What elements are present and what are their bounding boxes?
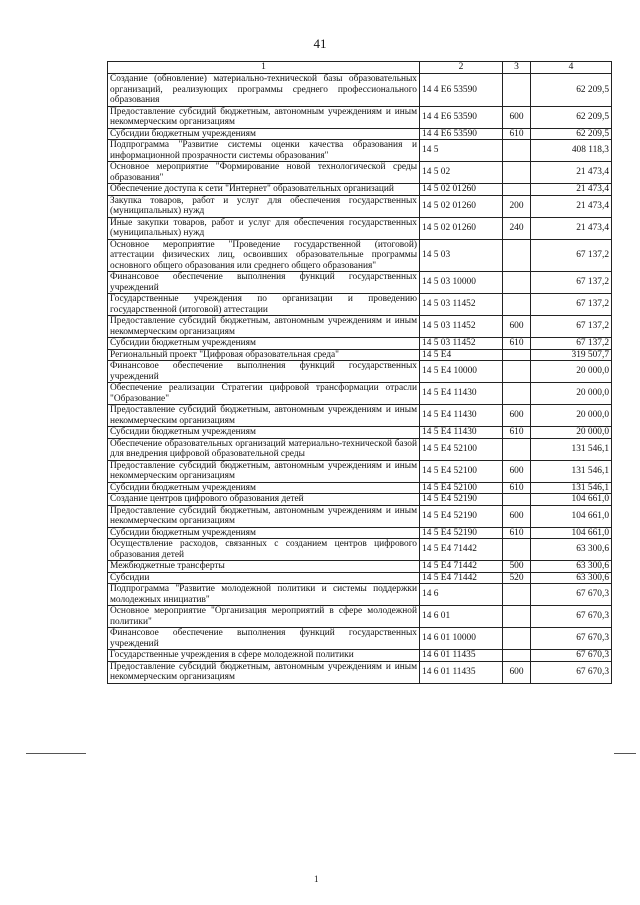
row-code-cell: 14 5 03 — [420, 239, 503, 272]
row-type-cell: 240 — [503, 217, 531, 239]
row-type-cell — [503, 162, 531, 184]
table-row — [108, 460, 612, 482]
row-type-cell: 610 — [503, 338, 531, 350]
row-name-cell: Основное мероприятие "Формирование новой технологической среды образования" — [108, 162, 420, 184]
table-row — [108, 482, 612, 494]
row-amount-cell: 67 137,2 — [531, 338, 612, 350]
header-col-3: 3 — [503, 62, 531, 74]
row-code-cell: 14 5 03 11452 — [420, 294, 503, 316]
table-row — [108, 128, 612, 140]
row-type-cell — [503, 272, 531, 294]
row-amount-cell: 67 670,3 — [531, 584, 612, 606]
row-code-cell: 14 5 — [420, 140, 503, 162]
row-amount-cell: 67 137,2 — [531, 316, 612, 338]
table-row — [108, 106, 612, 128]
row-name-cell: Создание центров цифрового образования детей — [108, 494, 420, 506]
row-code-cell: 14 5 E4 52100 — [420, 460, 503, 482]
row-type-cell: 600 — [503, 405, 531, 427]
table-row — [108, 539, 612, 561]
row-name-cell: Закупка товаров, работ и услуг для обеспечения государственных (муниципальных) нужд — [108, 195, 420, 217]
row-amount-cell: 67 137,2 — [531, 239, 612, 272]
row-type-cell — [503, 74, 531, 107]
table-row — [108, 383, 612, 405]
row-type-cell — [503, 294, 531, 316]
row-amount-cell: 21 473,4 — [531, 217, 612, 239]
row-amount-cell: 131 546,1 — [531, 460, 612, 482]
row-name-cell: Региональный проект "Цифровая образовательная среда" — [108, 349, 420, 361]
table-row — [108, 527, 612, 539]
row-code-cell: 14 5 E4 52190 — [420, 527, 503, 539]
row-type-cell — [503, 584, 531, 606]
row-name-cell: Субсидии бюджетным учреждениям — [108, 338, 420, 350]
row-name-cell: Предоставление субсидий бюджетным, автономным учреждениям и иным некоммерческим организациям — [108, 661, 420, 683]
footer-mark: 1 — [314, 874, 319, 884]
row-code-cell: 14 5 03 11452 — [420, 316, 503, 338]
row-name-cell: Финансовое обеспечение выполнения функций государственных учреждений — [108, 361, 420, 383]
table-row — [108, 650, 612, 662]
row-type-cell: 520 — [503, 572, 531, 584]
row-amount-cell: 21 473,4 — [531, 195, 612, 217]
row-code-cell: 14 4 E6 53590 — [420, 106, 503, 128]
row-amount-cell: 104 661,0 — [531, 494, 612, 506]
row-type-cell: 600 — [503, 661, 531, 683]
row-amount-cell: 104 661,0 — [531, 527, 612, 539]
table-header-row — [108, 62, 612, 74]
row-amount-cell: 67 137,2 — [531, 294, 612, 316]
table-row — [108, 217, 612, 239]
row-name-cell: Межбюджетные трансферты — [108, 561, 420, 573]
row-code-cell: 14 5 E4 11430 — [420, 383, 503, 405]
table-row — [108, 606, 612, 628]
row-amount-cell: 319 507,7 — [531, 349, 612, 361]
row-type-cell — [503, 650, 531, 662]
row-type-cell — [503, 628, 531, 650]
row-code-cell: 14 5 E4 — [420, 349, 503, 361]
row-name-cell: Создание (обновление) материально-технической базы образовательных организаций, реализующих программы среднего профессионального образования — [108, 74, 420, 107]
row-name-cell: Предоставление субсидий бюджетным, автономным учреждениям и иным некоммерческим организациям — [108, 505, 420, 527]
row-type-cell — [503, 494, 531, 506]
row-name-cell: Обеспечение реализации Стратегии цифровой трансформации отрасли "Образование" — [108, 383, 420, 405]
row-amount-cell: 63 300,6 — [531, 572, 612, 584]
row-code-cell: 14 5 E4 52100 — [420, 482, 503, 494]
table-row — [108, 584, 612, 606]
row-type-cell — [503, 361, 531, 383]
row-type-cell — [503, 438, 531, 460]
table-row — [108, 494, 612, 506]
row-amount-cell: 20 000,0 — [531, 383, 612, 405]
row-type-cell — [503, 383, 531, 405]
row-name-cell: Субсидии — [108, 572, 420, 584]
scan-artifact-right — [614, 753, 636, 754]
table-body — [108, 74, 612, 684]
row-name-cell: Основное мероприятие "Проведение государственной (итоговой) аттестации физических лиц, освоивших образовательные программы основного общего образования или среднего общего образования" — [108, 239, 420, 272]
row-name-cell: Финансовое обеспечение выполнения функций государственных учреждений — [108, 628, 420, 650]
row-type-cell: 610 — [503, 527, 531, 539]
table-row — [108, 239, 612, 272]
row-amount-cell: 104 661,0 — [531, 505, 612, 527]
row-amount-cell: 67 137,2 — [531, 272, 612, 294]
table-row — [108, 162, 612, 184]
row-code-cell: 14 5 E4 11430 — [420, 405, 503, 427]
row-type-cell: 600 — [503, 505, 531, 527]
row-type-cell: 600 — [503, 460, 531, 482]
row-code-cell: 14 5 E4 71442 — [420, 561, 503, 573]
row-amount-cell: 67 670,3 — [531, 606, 612, 628]
row-amount-cell: 63 300,6 — [531, 561, 612, 573]
row-name-cell: Государственные учреждения по организации и проведению государственной (итоговой) аттестации — [108, 294, 420, 316]
row-name-cell: Предоставление субсидий бюджетным, автономным учреждениям и иным некоммерческим организациям — [108, 405, 420, 427]
row-amount-cell: 131 546,1 — [531, 482, 612, 494]
row-code-cell: 14 5 E4 52190 — [420, 505, 503, 527]
row-type-cell: 610 — [503, 427, 531, 439]
row-code-cell: 14 5 02 01260 — [420, 217, 503, 239]
row-type-cell — [503, 140, 531, 162]
row-type-cell: 600 — [503, 316, 531, 338]
row-name-cell: Основное мероприятие "Организация мероприятий в сфере молодежной политики" — [108, 606, 420, 628]
table-row — [108, 316, 612, 338]
table-row — [108, 338, 612, 350]
table-row — [108, 427, 612, 439]
row-type-cell — [503, 184, 531, 196]
row-code-cell: 14 5 02 — [420, 162, 503, 184]
row-amount-cell: 62 209,5 — [531, 106, 612, 128]
row-code-cell: 14 5 E4 71442 — [420, 539, 503, 561]
row-name-cell: Подпрограмма "Развитие системы оценки качества образования и информационной прозрачности системы образования" — [108, 140, 420, 162]
row-amount-cell: 63 300,6 — [531, 539, 612, 561]
row-amount-cell: 20 000,0 — [531, 427, 612, 439]
table-row — [108, 628, 612, 650]
table-row — [108, 294, 612, 316]
row-code-cell: 14 5 03 11452 — [420, 338, 503, 350]
row-code-cell: 14 5 02 01260 — [420, 195, 503, 217]
row-type-cell: 600 — [503, 106, 531, 128]
row-name-cell: Обеспечение образовательных организаций материально-технической базой для внедрения цифровой образовательной среды — [108, 438, 420, 460]
budget-table — [107, 61, 612, 684]
row-code-cell: 14 6 01 11435 — [420, 650, 503, 662]
row-name-cell: Предоставление субсидий бюджетным, автономным учреждениям и иным некоммерческим организациям — [108, 460, 420, 482]
row-name-cell: Государственные учреждения в сфере молодежной политики — [108, 650, 420, 662]
row-code-cell: 14 5 E4 11430 — [420, 427, 503, 439]
row-name-cell: Субсидии бюджетным учреждениям — [108, 482, 420, 494]
row-code-cell: 14 4 E6 53590 — [420, 128, 503, 140]
row-name-cell: Субсидии бюджетным учреждениям — [108, 128, 420, 140]
table-row — [108, 272, 612, 294]
row-code-cell: 14 6 01 — [420, 606, 503, 628]
row-amount-cell: 67 670,3 — [531, 661, 612, 683]
row-code-cell: 14 6 01 11435 — [420, 661, 503, 683]
row-amount-cell: 62 209,5 — [531, 74, 612, 107]
row-amount-cell: 67 670,3 — [531, 650, 612, 662]
row-type-cell — [503, 349, 531, 361]
row-name-cell: Финансовое обеспечение выполнения функций государственных учреждений — [108, 272, 420, 294]
table-row — [108, 184, 612, 196]
row-type-cell: 200 — [503, 195, 531, 217]
row-code-cell: 14 5 E4 10000 — [420, 361, 503, 383]
row-code-cell: 14 5 03 10000 — [420, 272, 503, 294]
row-name-cell: Подпрограмма "Развитие молодежной политики и системы поддержки молодежных инициатив" — [108, 584, 420, 606]
table-row — [108, 661, 612, 683]
row-name-cell: Иные закупки товаров, работ и услуг для обеспечения государственных (муниципальных) нужд — [108, 217, 420, 239]
scan-artifact-left — [26, 753, 86, 754]
table-row — [108, 405, 612, 427]
table-row — [108, 572, 612, 584]
row-code-cell: 14 5 E4 71442 — [420, 572, 503, 584]
row-amount-cell: 131 546,1 — [531, 438, 612, 460]
row-type-cell: 500 — [503, 561, 531, 573]
table-row — [108, 349, 612, 361]
row-amount-cell: 21 473,4 — [531, 184, 612, 196]
row-code-cell: 14 6 — [420, 584, 503, 606]
row-code-cell: 14 6 01 10000 — [420, 628, 503, 650]
row-code-cell: 14 4 E6 53590 — [420, 74, 503, 107]
table-row — [108, 561, 612, 573]
row-code-cell: 14 5 02 01260 — [420, 184, 503, 196]
row-name-cell: Предоставление субсидий бюджетным, автономным учреждениям и иным некоммерческим организациям — [108, 316, 420, 338]
row-type-cell — [503, 239, 531, 272]
row-amount-cell: 62 209,5 — [531, 128, 612, 140]
row-amount-cell: 408 118,3 — [531, 140, 612, 162]
table-row — [108, 438, 612, 460]
page-number: 41 — [313, 36, 327, 51]
row-amount-cell: 21 473,4 — [531, 162, 612, 184]
header-col-1: 1 — [108, 62, 420, 74]
row-code-cell: 14 5 E4 52190 — [420, 494, 503, 506]
table-row — [108, 505, 612, 527]
row-type-cell: 610 — [503, 128, 531, 140]
row-name-cell: Обеспечение доступа к сети "Интернет" образовательных организаций — [108, 184, 420, 196]
table-row — [108, 361, 612, 383]
header-col-4: 4 — [531, 62, 612, 74]
row-name-cell: Осуществление расходов, связанных с созданием центров цифрового образования детей — [108, 539, 420, 561]
row-amount-cell: 20 000,0 — [531, 361, 612, 383]
row-name-cell: Предоставление субсидий бюджетным, автономным учреждениям и иным некоммерческим организациям — [108, 106, 420, 128]
row-amount-cell: 20 000,0 — [531, 405, 612, 427]
row-amount-cell: 67 670,3 — [531, 628, 612, 650]
row-type-cell: 610 — [503, 482, 531, 494]
header-col-2: 2 — [420, 62, 503, 74]
row-code-cell: 14 5 E4 52100 — [420, 438, 503, 460]
row-type-cell — [503, 606, 531, 628]
row-name-cell: Субсидии бюджетным учреждениям — [108, 427, 420, 439]
row-type-cell — [503, 539, 531, 561]
table-row — [108, 140, 612, 162]
table-row — [108, 74, 612, 107]
row-name-cell: Субсидии бюджетным учреждениям — [108, 527, 420, 539]
table-row — [108, 195, 612, 217]
